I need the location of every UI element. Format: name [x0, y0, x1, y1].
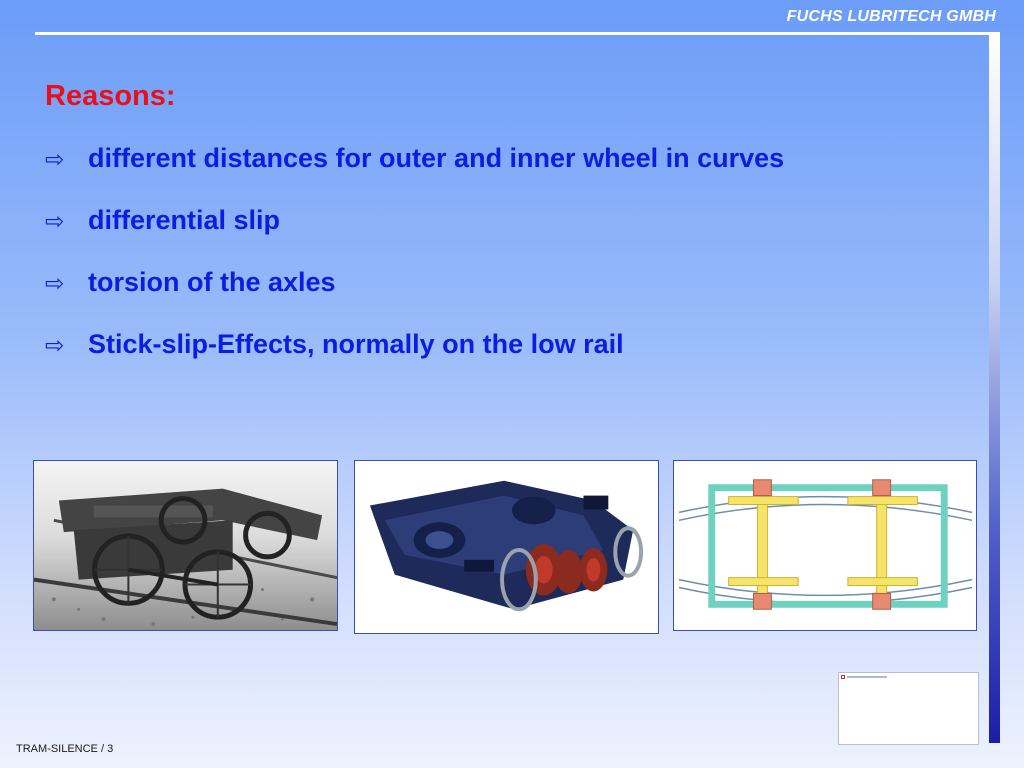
- thumbnail-line: [847, 676, 887, 678]
- bullet-text: differential slip: [88, 205, 281, 235]
- bullet-item: [45, 324, 905, 364]
- bullet-item: [45, 200, 905, 240]
- bullet-text: torsion of the axles: [88, 267, 336, 297]
- right-decorative-bar: [989, 34, 1000, 743]
- thumbnail-marker: [841, 675, 845, 679]
- page-label: TRAM-SILENCE / 3: [16, 743, 114, 755]
- bullet-item: [45, 262, 905, 302]
- hollow-arrow-right-icon: ⇨: [45, 271, 65, 297]
- hollow-arrow-right-icon: ⇨: [45, 147, 65, 173]
- hollow-arrow-right-icon: ⇨: [45, 209, 65, 235]
- bullet-text: different distances for outer and inner wheel in curves: [88, 143, 785, 173]
- bogie-curve-schematic: [673, 460, 977, 631]
- hollow-arrow-right-icon: ⇨: [45, 333, 65, 359]
- slide-thumbnail: [838, 672, 979, 745]
- bullet-text: Stick-slip-Effects, normally on the low rail: [88, 329, 624, 359]
- tram-bogie-photo-color: [354, 460, 659, 634]
- bullet-item: [45, 138, 905, 178]
- top-divider: [35, 32, 1000, 35]
- company-name: FUCHS LUBRITECH GMBH: [786, 8, 996, 25]
- slide-heading: Reasons:: [45, 80, 176, 112]
- bogie-photo-bw: [33, 460, 338, 631]
- reasons-list: [45, 138, 905, 386]
